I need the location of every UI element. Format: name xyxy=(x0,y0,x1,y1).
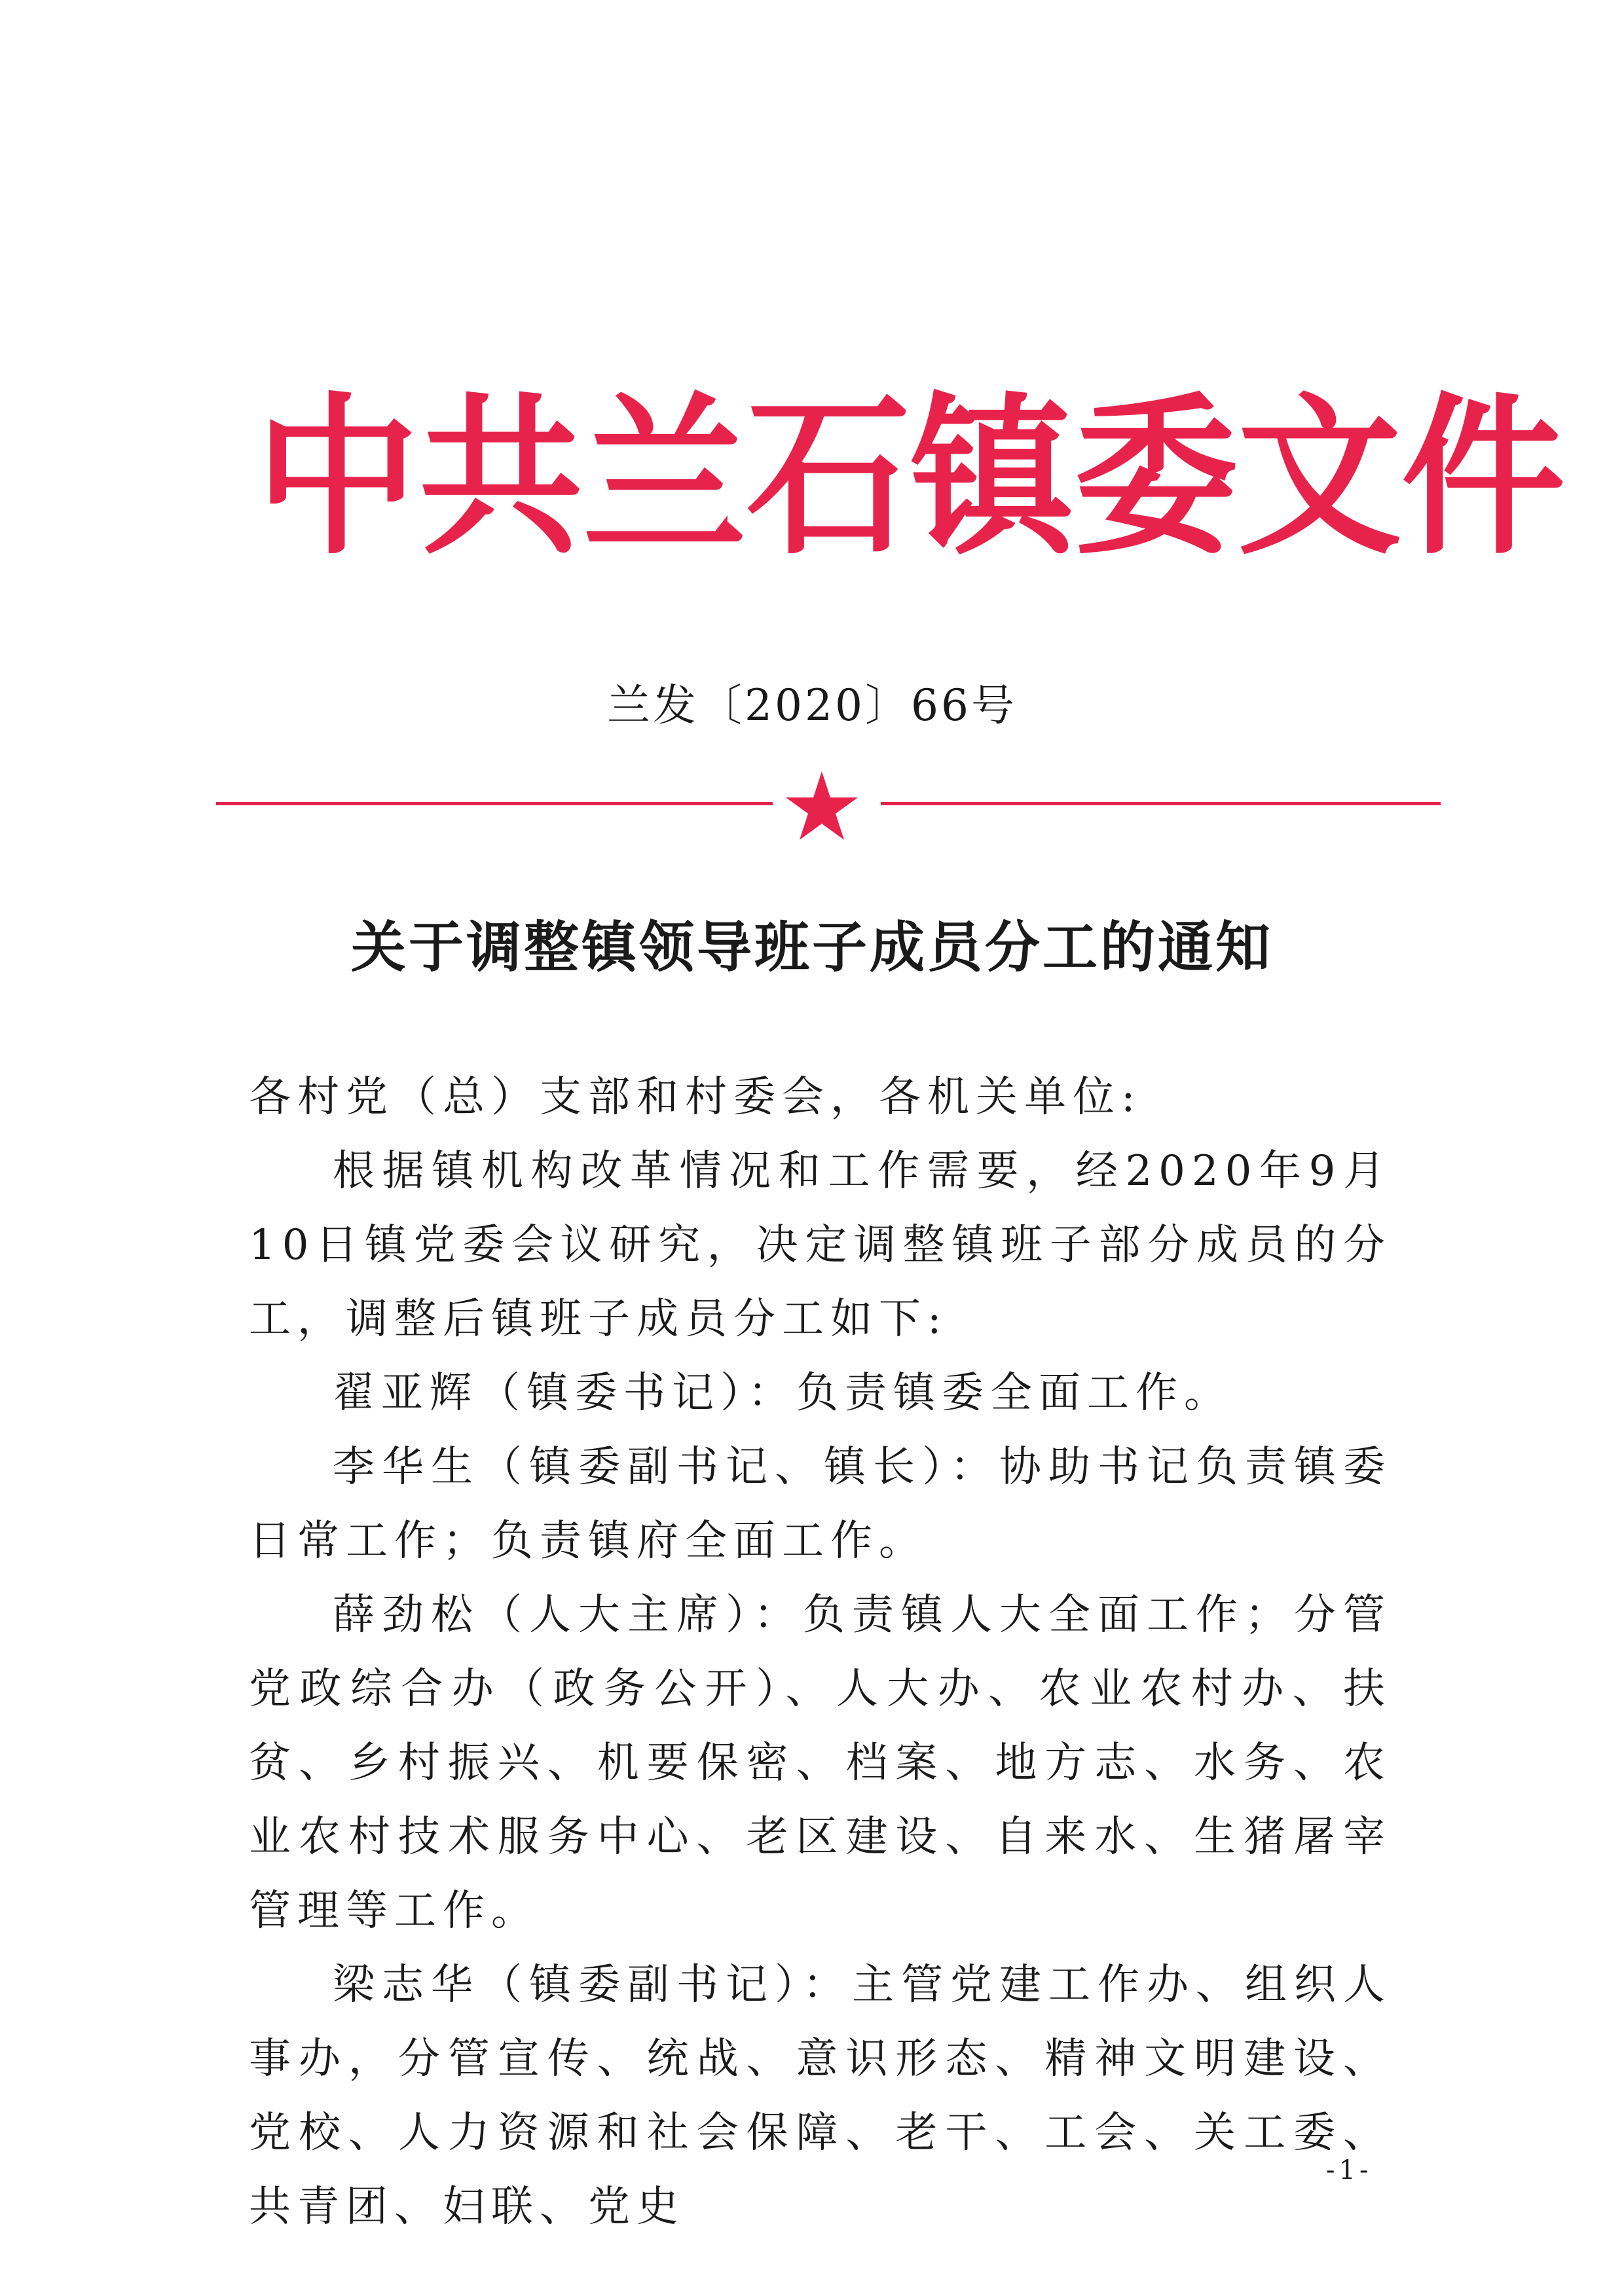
separator-rule-left xyxy=(216,802,773,805)
masthead-char: 文 xyxy=(1238,377,1401,578)
body-paragraph: 李华生（镇委副书记、镇长）：协助书记负责镇委日常工作；负责镇府全面工作。 xyxy=(249,1443,1392,1565)
masthead-char: 共 xyxy=(419,377,583,578)
document-masthead xyxy=(255,377,1565,578)
masthead-char: 兰 xyxy=(583,377,747,578)
masthead-char: 镇 xyxy=(910,377,1074,578)
masthead-char: 件 xyxy=(1401,377,1565,578)
separator-rule-right xyxy=(881,802,1441,805)
salutation: 各村党（总）支部和村委会，各机关单位: xyxy=(249,1073,1142,1121)
notice-body xyxy=(249,1061,1392,2244)
masthead-char: 中 xyxy=(255,377,419,578)
page-number: -1- xyxy=(1326,2155,1373,2185)
notice-title: 关于调整镇领导班子成员分工的通知 xyxy=(350,915,1273,979)
masthead-char: 石 xyxy=(747,377,910,578)
body-paragraph: 翟亚辉（镇委书记）：负责镇委全面工作。 xyxy=(333,1369,1232,1417)
body-paragraph: 根据镇机构改革情况和工作需要，经2020年9月10日镇党委会议研究，决定调整镇班子部分成员的分工，调整后镇班子成员分工如下: xyxy=(249,1147,1392,1343)
body-paragraph: 梁志华（镇委副书记）：主管党建工作办、组织人事办，分管宣传、统战、意识形态、精神文明建设、党校、人力资源和社会保障、老干、工会、关工委、共青团、妇联、党史 xyxy=(249,1961,1392,2231)
document-number: 兰发〔2020〕66号 xyxy=(607,680,1017,731)
star-icon xyxy=(786,771,858,840)
body-paragraph: 薛劲松（人大主席）：负责镇人大全面工作；分管党政综合办（政务公开）、人大办、农业农村办、扶贫、乡村振兴、机要保密、档案、地方志、水务、农业农村技术服务中心、老区建设、自来水、生猪屠宰管理等工作。 xyxy=(249,1591,1392,1935)
masthead-char: 委 xyxy=(1074,377,1238,578)
